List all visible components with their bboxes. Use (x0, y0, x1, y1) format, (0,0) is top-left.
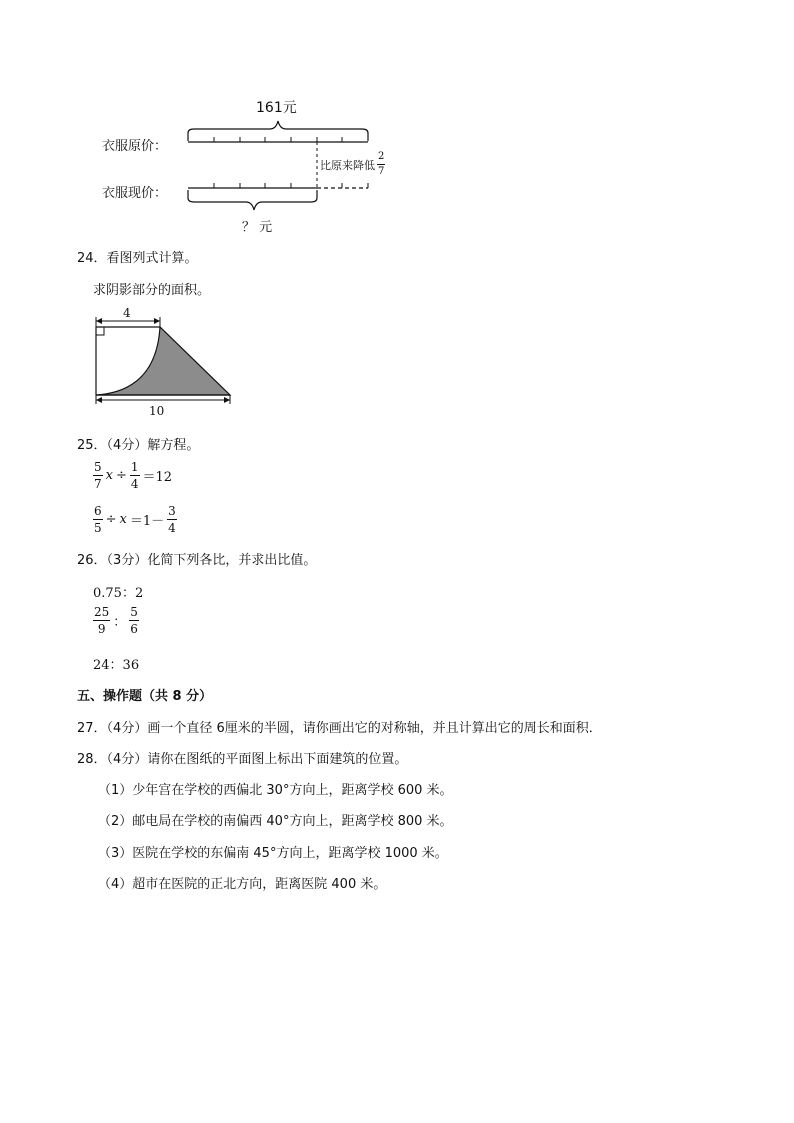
reduction-label (320, 152, 385, 177)
eq1-rhs: ＝12 (142, 470, 173, 485)
q28-item-2: （2）邮电局在学校的南偏西 40°方向上，距离学校 800 米。 (98, 814, 453, 829)
ratio-2 (93, 606, 139, 635)
original-price-label: 衣服原价： (102, 139, 168, 154)
price-diagram-svg (0, 0, 794, 240)
q27-text: 27．（4分）画一个直径 6厘米的半圆，请你画出它的对称轴，并且计算出它的周长和面积． (77, 721, 602, 736)
shaded-area-figure (80, 305, 250, 423)
q25-title: 25．（4分）解方程。 (77, 438, 200, 453)
price-diagram (0, 0, 794, 240)
right-angle-mark (96, 327, 104, 335)
ratio2-colon: ： (113, 615, 127, 630)
ratio2-fraction-b: $\frac{5}{6}$ (130, 605, 138, 636)
ratio2-fraction-a: $\frac{25}{9}$ (94, 605, 110, 636)
total-price-label: 161元 (256, 100, 297, 116)
original-price-ticks (214, 137, 342, 142)
reduction-text: 比原来降低 (320, 158, 375, 172)
eq2-variable: x (119, 512, 127, 527)
eq1-variable: x (105, 468, 113, 483)
unknown-price-label: ？ 元 (242, 220, 273, 235)
q28-item-3: （3）医院在学校的东偏南 45°方向上，距离学校 1000 米。 (98, 846, 448, 861)
q28-item-4: （4）超市在医院的正北方向，距离医院 400 米。 (98, 877, 387, 892)
ratio-1: 0.75：2 (93, 586, 144, 601)
q24-subtitle: 求阴影部分的面积。 (93, 283, 211, 298)
current-price-label: 衣服现价： (102, 186, 168, 201)
section5-title: 五、操作题（共 8 分） (77, 689, 213, 704)
eq1-operator: ÷ (115, 468, 127, 483)
total-brace (188, 121, 368, 141)
shaded-region (96, 327, 230, 395)
current-price-ticks (214, 183, 368, 188)
bottom-length-label: 10 (149, 404, 165, 418)
equation-2 (93, 505, 177, 534)
q28-title: 28．（4分）请你在图纸的平面图上标出下面建筑的位置。 (77, 752, 408, 767)
eq1-fraction-a: $\frac{5}{7}$ (94, 460, 102, 491)
q28-item-1: （1）少年宫在学校的西偏北 30°方向上，距离学校 600 米。 (98, 783, 453, 798)
shaded-area-svg (80, 305, 250, 423)
eq1-fraction-b: $\frac{1}{4}$ (130, 460, 139, 491)
current-brace (188, 190, 317, 210)
q26-title: 26．（3分）化简下列各比，并求出比值。 (77, 553, 317, 568)
eq2-fraction-a: $\frac{6}{5}$ (94, 504, 102, 535)
q24-title: 24．看图列式计算。 (77, 251, 198, 266)
ratio-3: 24：36 (93, 658, 140, 673)
equation-1 (93, 461, 172, 490)
eq2-operator: ÷ (105, 512, 117, 527)
top-length-label: 4 (123, 306, 131, 320)
eq2-fraction-b: $\frac{3}{4}$ (168, 504, 176, 535)
eq2-equals: ＝1－ (129, 514, 165, 529)
reduction-fraction: $\frac{2}{7}$ (378, 151, 385, 177)
